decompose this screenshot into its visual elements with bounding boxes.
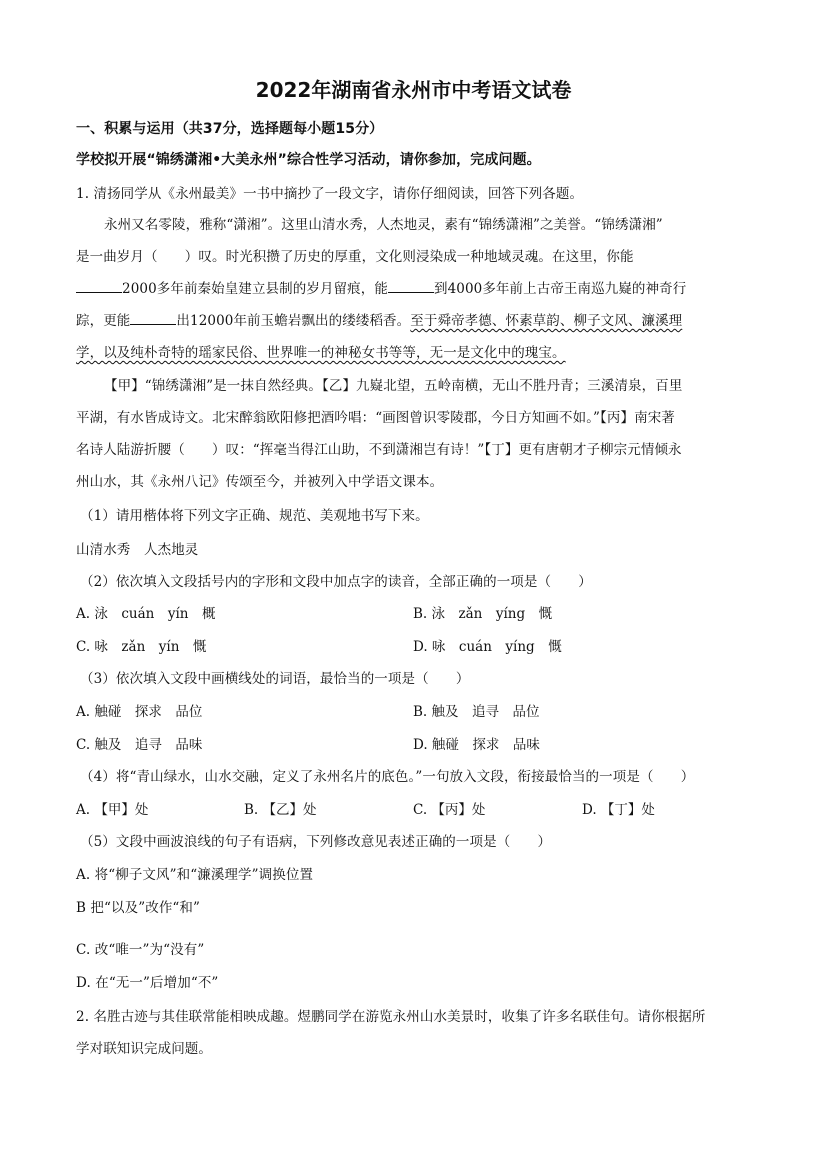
section-heading: 一、积累与运用（共37分，选择题每小题15分） [76, 121, 384, 137]
subquestion-3: （3）依次填入文段中画横线处的词语，最恰当的一项是（ ） [80, 671, 470, 687]
option-d[interactable]: D. 咏 cuán yíng 慨 [413, 639, 562, 655]
fill-blank[interactable] [76, 280, 122, 293]
passage-line: 州山水，其《永州八记》传颂至今，并被列入中学语文课本。 [76, 474, 444, 490]
option-b[interactable]: B. 【乙】处 [244, 802, 317, 818]
option-a[interactable]: A. 将“柳子文风”和“濂溪理学”调换位置 [76, 867, 314, 883]
option-c[interactable]: C. 咏 zǎn yín 慨 [76, 639, 207, 655]
option-d[interactable]: D. 触碰 探求 品味 [413, 737, 540, 753]
passage-line: 2000多年前秦始皇建立县制的岁月留痕，能 到4000多年前上古帝王南巡九嶷的神奇行 [76, 277, 686, 297]
subquestion-4: （4）将“青山绿水，山水交融，定义了永州名片的底色。”一句放入文段，衔接最恰当的一项是（ ） [80, 769, 695, 785]
option-d[interactable]: D. 在“无一”后增加“不” [76, 975, 219, 991]
passage-line: 踪，更能 出12000年前玉蟾岩飘出的缕缕稻香。至于舜帝孝德、怀素草韵、柳子文风、濂溪理 [76, 313, 683, 329]
question-2-stem: 2. 名胜古迹与其佳联常能相映成趣。煜鹏同学在游览永州山水美景时，收集了许多名联佳句。请你根据所 [76, 1009, 706, 1025]
option-b[interactable]: B. 触及 追寻 品位 [413, 704, 540, 720]
subquestion-1: （1）请用楷体将下列文字正确、规范、美观地书写下来。 [80, 508, 429, 524]
calligraphy-text: 山清水秀 人杰地灵 [76, 542, 199, 558]
option-c[interactable]: C. 改“唯一”为“没有” [76, 942, 205, 958]
passage-line: 【甲】“锦绣潇湘”是一抹自然经典。【乙】九嶷北望，五岭南横，无山不胜丹青；三溪清泉，百里 [104, 378, 683, 394]
wavy-underlined-sentence: 学，以及纯朴奇特的瑶家民俗、世界唯一的神秘女书等等，无一是文化中的瑰宝。 [76, 345, 566, 361]
passage-line: 永州又名零陵，雅称“潇湘”。这里山清水秀，人杰地灵，素有“锦绣潇湘”之美誉。“锦绣潇湘” [104, 217, 663, 233]
passage-line [76, 341, 566, 361]
question-1-stem: 1. 清扬同学从《永州最美》一书中摘抄了一段文字，请你仔细阅读，回答下列各题。 [76, 186, 584, 202]
option-b[interactable]: B 把“以及”改作“和” [76, 900, 201, 916]
activity-intro: 学校拟开展“锦绣潇湘•大美永州”综合性学习活动，请你参加，完成问题。 [76, 152, 541, 168]
passage-line: 平湖，有水皆成诗文。北宋醉翁欧阳修把酒吟唱：“画图曾识零陵郡，今日方知画不如。”【丙】南宋著 [76, 410, 675, 426]
fill-blank[interactable] [388, 280, 434, 293]
option-a[interactable]: A. 【甲】处 [76, 802, 149, 818]
question-2-stem-cont: 学对联知识完成问题。 [76, 1041, 212, 1057]
subquestion-5: （5）文段中画波浪线的句子有语病，下列修改意见表述正确的一项是（ ） [80, 834, 552, 850]
option-c[interactable]: C. 触及 追寻 品味 [76, 737, 203, 753]
wavy-underlined-sentence: 至于舜帝孝德、怀素草韵、柳子文风、濂溪理 [410, 313, 683, 329]
option-a[interactable]: A. 触碰 探求 品位 [76, 704, 203, 720]
option-a[interactable]: A. 泳 cuán yín 概 [76, 606, 216, 622]
option-c[interactable]: C. 【丙】处 [413, 802, 486, 818]
option-d[interactable]: D. 【丁】处 [582, 802, 655, 818]
passage-line: 是一曲岁月（ ）叹。时光积攒了历史的厚重，文化则浸染成一种地域灵魂。在这里，你能 [76, 249, 634, 265]
page-title: 2022年湖南省永州市中考语文试卷 [255, 78, 572, 102]
option-b[interactable]: B. 泳 zǎn yíng 慨 [413, 606, 553, 622]
subquestion-2: （2）依次填入文段括号内的字形和文段中加点字的读音，全部正确的一项是（ ） [80, 574, 592, 590]
fill-blank[interactable] [130, 312, 176, 325]
passage-line: 名诗人陆游折腰（ ）叹：“挥毫当得江山助，不到潇湘岂有诗！”【丁】更有唐朝才子柳宗元情倾永 [76, 442, 682, 458]
